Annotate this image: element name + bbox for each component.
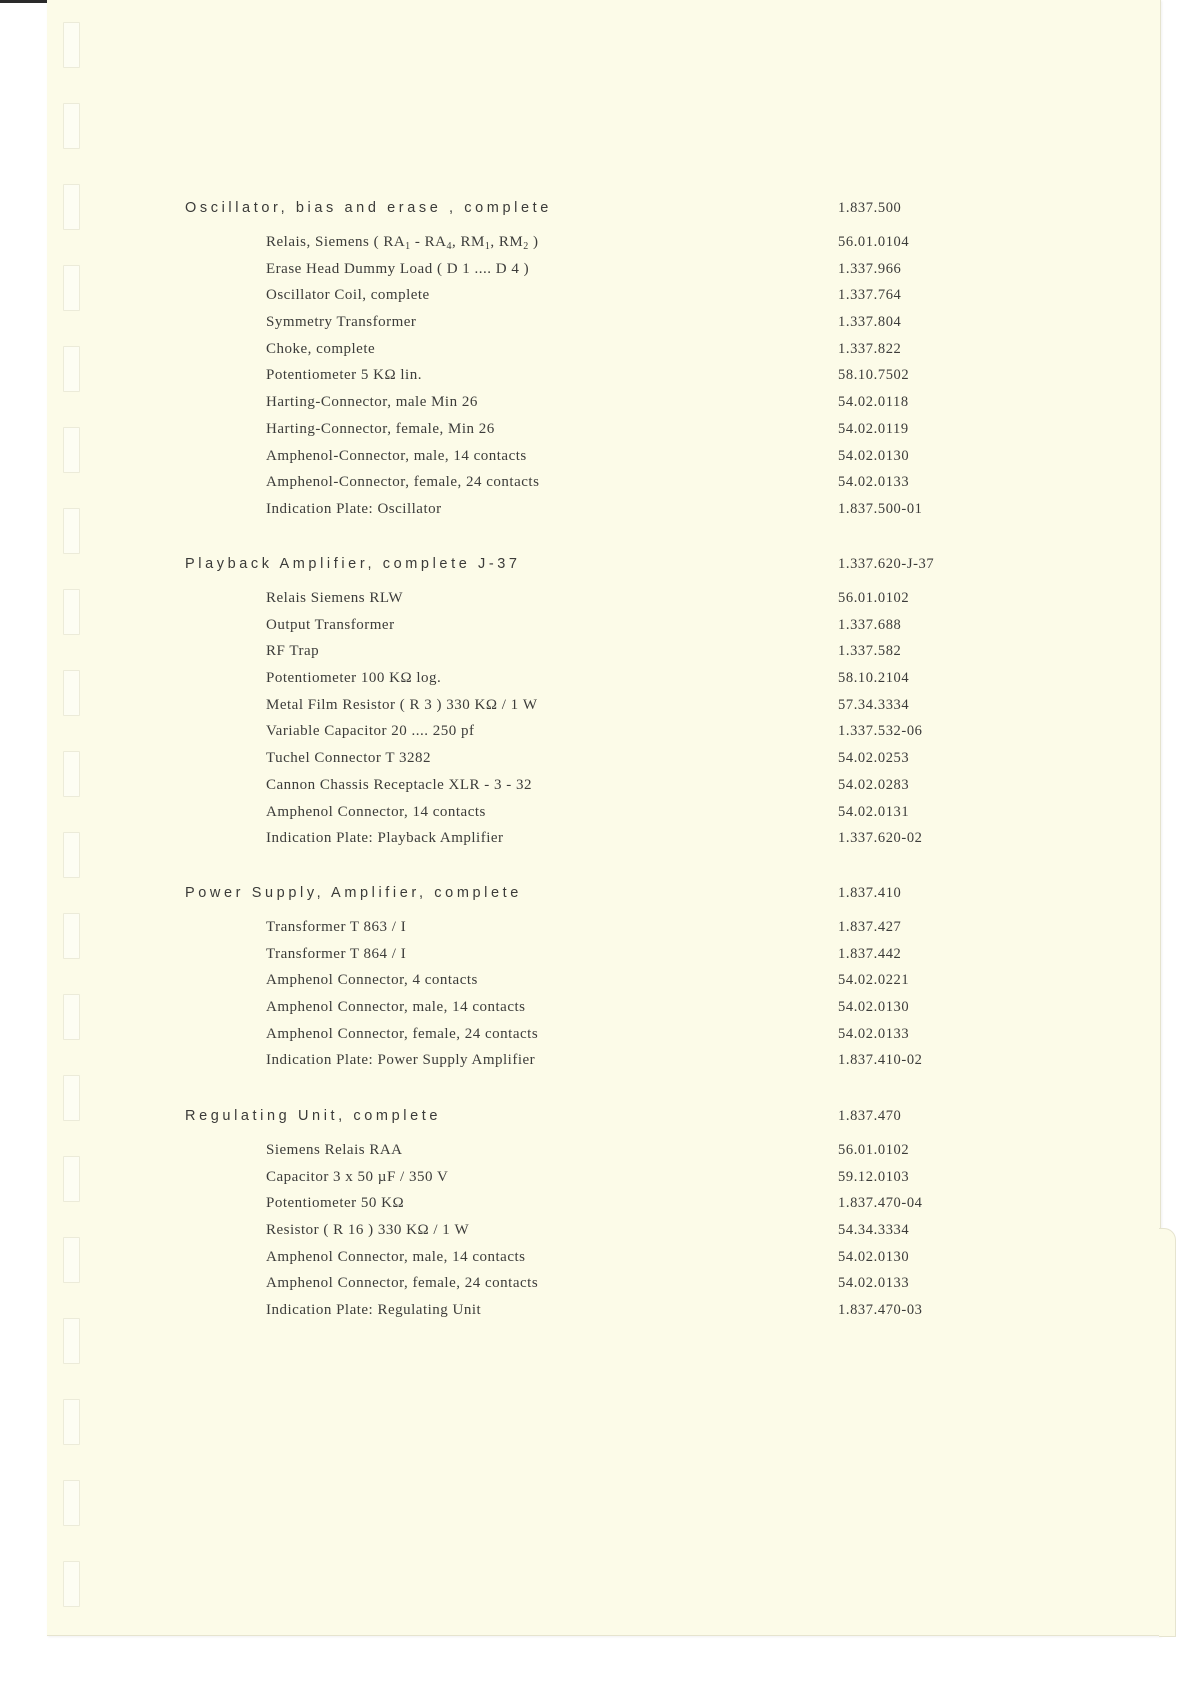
part-row <box>185 697 1085 724</box>
binder-hole <box>63 1399 80 1445</box>
part-label: Transformer T 863 / I <box>266 919 407 935</box>
binder-hole <box>63 427 80 473</box>
part-row <box>185 421 1085 448</box>
part-label: Potentiometer 50 KΩ <box>266 1195 405 1212</box>
part-row <box>185 946 1085 973</box>
part-row <box>185 314 1085 341</box>
binder-hole <box>63 346 80 392</box>
part-label: Variable Capacitor 20 .... 250 pf <box>266 723 475 740</box>
part-number: 54.02.0253 <box>838 750 910 767</box>
binder-hole <box>63 832 80 878</box>
parts-items <box>185 590 1085 857</box>
section-part-number: 1.837.410 <box>838 885 902 901</box>
part-row <box>185 1195 1085 1222</box>
binder-hole <box>63 1561 80 1607</box>
part-row <box>185 919 1085 946</box>
section-title: Regulating Unit, complete <box>185 1108 442 1124</box>
part-number: 58.10.2104 <box>838 670 910 687</box>
part-row <box>185 1142 1085 1169</box>
part-label: Cannon Chassis Receptacle XLR - 3 - 32 <box>266 776 533 793</box>
part-number: 56.01.0104 <box>838 234 910 250</box>
part-row <box>185 804 1085 831</box>
part-row <box>185 643 1085 670</box>
part-number: 1.337.620-02 <box>838 830 923 847</box>
binder-hole <box>63 508 80 554</box>
part-number: 54.02.0283 <box>838 776 910 793</box>
part-row <box>185 448 1085 475</box>
part-row <box>185 999 1085 1026</box>
part-label: Relais Siemens RLW <box>266 590 404 606</box>
binder-hole <box>63 913 80 959</box>
part-row <box>185 670 1085 697</box>
part-number: 1.837.442 <box>838 945 902 962</box>
part-number: 1.337.582 <box>838 643 902 660</box>
part-number: 54.34.3334 <box>838 1222 910 1239</box>
binder-hole <box>63 670 80 716</box>
section-title: Oscillator, bias and erase , complete <box>185 200 552 216</box>
part-row <box>185 474 1085 501</box>
section-regulating-unit <box>185 1108 1085 1329</box>
part-number: 54.02.0119 <box>838 420 909 437</box>
part-row <box>185 367 1085 394</box>
binder-hole <box>63 103 80 149</box>
part-label: Choke, complete <box>266 340 376 357</box>
part-label: Indication Plate: Regulating Unit <box>266 1302 482 1319</box>
section-oscillator <box>185 200 1085 528</box>
section-header <box>185 200 1085 224</box>
part-row <box>185 501 1085 528</box>
part-row <box>185 777 1085 804</box>
part-row <box>185 1275 1085 1302</box>
part-row <box>185 1249 1085 1276</box>
part-row <box>185 1302 1085 1329</box>
part-label: Amphenol-Connector, female, 24 contacts <box>266 474 540 491</box>
binder-hole <box>63 184 80 230</box>
binder-hole <box>63 1480 80 1526</box>
scan-corner-mark <box>0 0 48 3</box>
part-label: Amphenol Connector, male, 14 contacts <box>266 1248 526 1265</box>
part-number: 54.02.0221 <box>838 972 910 989</box>
part-row <box>185 1169 1085 1196</box>
part-number: 1.837.470-03 <box>838 1302 923 1319</box>
part-label: Output Transformer <box>266 616 395 633</box>
part-label: Amphenol Connector, female, 24 contacts <box>266 1275 539 1292</box>
part-number: 54.02.0130 <box>838 447 910 464</box>
part-label: Siemens Relais RAA <box>266 1142 403 1158</box>
section-header <box>185 1108 1085 1132</box>
parts-items <box>185 234 1085 528</box>
part-number: 54.02.0133 <box>838 1275 910 1292</box>
part-number: 56.01.0102 <box>838 590 910 606</box>
binder-hole <box>63 994 80 1040</box>
part-row <box>185 1052 1085 1079</box>
part-number: 54.02.0118 <box>838 394 909 411</box>
part-row <box>185 1026 1085 1053</box>
binder-hole <box>63 751 80 797</box>
part-number: 54.02.0133 <box>838 474 910 491</box>
part-row <box>185 261 1085 288</box>
section-title: Power Supply, Amplifier, complete <box>185 885 522 901</box>
part-label: RF Trap <box>266 643 320 660</box>
part-label: Capacitor 3 x 50 µF / 350 V <box>266 1168 449 1185</box>
part-label: Amphenol Connector, 14 contacts <box>266 803 486 820</box>
part-number: 1.837.470-04 <box>838 1195 923 1212</box>
binder-hole <box>63 22 80 68</box>
parts-items <box>185 1142 1085 1329</box>
part-row <box>185 287 1085 314</box>
part-number: 54.02.0133 <box>838 1025 910 1042</box>
part-label: Harting-Connector, male Min 26 <box>266 394 478 411</box>
part-label: Amphenol Connector, female, 24 contacts <box>266 1025 539 1042</box>
part-row <box>185 234 1085 261</box>
part-number: 59.12.0103 <box>838 1168 910 1185</box>
part-number: 1.837.410-02 <box>838 1052 923 1069</box>
part-number: 1.837.500-01 <box>838 500 923 517</box>
section-header <box>185 885 1085 909</box>
section-header <box>185 556 1085 580</box>
section-part-number: 1.837.500 <box>838 200 902 216</box>
part-number: 1.337.532-06 <box>838 723 923 740</box>
part-number: 54.02.0130 <box>838 999 910 1016</box>
part-label: Indication Plate: Oscillator <box>266 500 442 517</box>
section-part-number: 1.837.470 <box>838 1108 902 1124</box>
section-power-supply <box>185 885 1085 1079</box>
part-label: Indication Plate: Power Supply Amplifier <box>266 1052 536 1069</box>
part-label: Harting-Connector, female, Min 26 <box>266 420 495 437</box>
part-row <box>185 341 1085 368</box>
part-row <box>185 830 1085 857</box>
part-number: 58.10.7502 <box>838 367 910 384</box>
part-label: Amphenol Connector, 4 contacts <box>266 972 478 989</box>
part-label: Erase Head Dummy Load ( D 1 .... D 4 ) <box>266 260 530 277</box>
section-title: Playback Amplifier, complete J-37 <box>185 556 521 572</box>
part-label: Resistor ( R 16 ) 330 KΩ / 1 W <box>266 1222 470 1239</box>
part-number: 1.337.822 <box>838 340 902 357</box>
binder-hole <box>63 265 80 311</box>
section-playback-amplifier <box>185 556 1085 857</box>
binder-hole <box>63 1318 80 1364</box>
part-number: 54.02.0131 <box>838 803 910 820</box>
part-label: Transformer T 864 / I <box>266 945 407 962</box>
part-row <box>185 723 1085 750</box>
part-number: 54.02.0130 <box>838 1248 910 1265</box>
part-number: 57.34.3334 <box>838 696 910 713</box>
part-row <box>185 590 1085 617</box>
part-label: Tuchel Connector T 3282 <box>266 750 431 767</box>
part-number: 1.337.764 <box>838 287 902 304</box>
part-label: Amphenol Connector, male, 14 contacts <box>266 999 526 1016</box>
part-label: Symmetry Transformer <box>266 314 417 331</box>
part-number: 56.01.0102 <box>838 1142 910 1158</box>
part-number: 1.337.688 <box>838 616 902 633</box>
part-number: 1.337.966 <box>838 260 902 277</box>
binder-hole <box>63 589 80 635</box>
part-row <box>185 972 1085 999</box>
part-row <box>185 750 1085 777</box>
part-number: 1.337.804 <box>838 314 902 331</box>
part-label: Amphenol-Connector, male, 14 contacts <box>266 447 527 464</box>
part-label: Relais, Siemens ( $RA_1 - RA_4$, $RM_1$, $RM_2$ ) <box>266 234 539 252</box>
part-row <box>185 617 1085 644</box>
section-part-number: 1.337.620-J-37 <box>838 556 935 572</box>
binder-hole <box>63 1156 80 1202</box>
page-tab-edge <box>1159 1228 1176 1637</box>
binder-hole <box>63 1075 80 1121</box>
part-label: Potentiometer 100 KΩ log. <box>266 670 442 687</box>
parts-items <box>185 919 1085 1079</box>
binder-holes <box>63 0 81 1635</box>
part-row <box>185 1222 1085 1249</box>
part-label: Metal Film Resistor ( R 3 ) 330 KΩ / 1 W <box>266 696 538 713</box>
document-page <box>47 0 1161 1636</box>
part-label: Potentiometer 5 KΩ lin. <box>266 367 422 384</box>
part-row <box>185 394 1085 421</box>
part-number: 1.837.427 <box>838 919 902 935</box>
part-label: Oscillator Coil, complete <box>266 287 430 304</box>
binder-hole <box>63 1237 80 1283</box>
part-label: Indication Plate: Playback Amplifier <box>266 830 504 847</box>
